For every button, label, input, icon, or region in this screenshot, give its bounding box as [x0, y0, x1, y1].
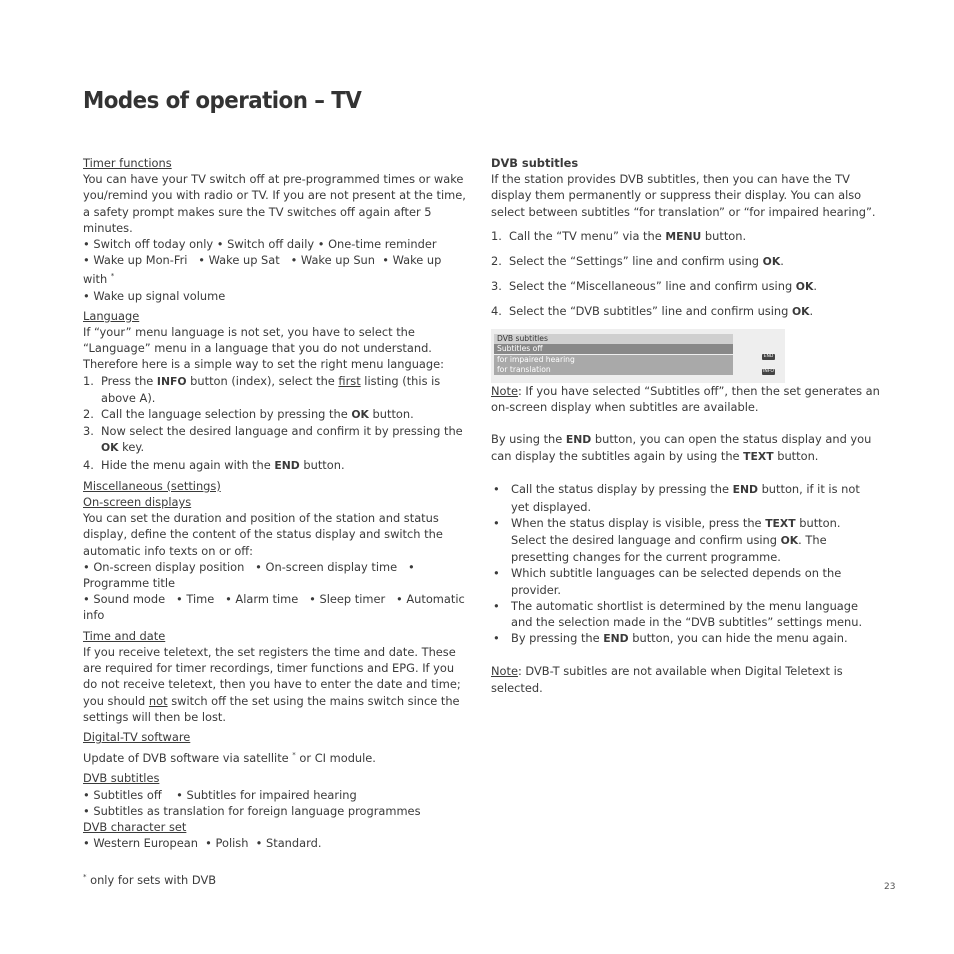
osd-heading: On-screen displays	[83, 495, 192, 510]
key-ok: OK	[795, 280, 814, 294]
osd-menu-header: DVB subtitles	[494, 334, 733, 344]
key-info: INFO	[156, 374, 187, 388]
page-title: Modes of operation – TV	[83, 88, 362, 114]
key-end: END	[732, 483, 758, 497]
key-end: END	[274, 458, 300, 472]
key-ok: OK	[762, 255, 781, 269]
list-item: 2. Select the “Settings” line and confirm using OK.	[491, 254, 784, 269]
dvb-subtitles-osd-menu	[491, 329, 785, 383]
list-item: 3. Select the “Miscellaneous” line and confirm using OK.	[491, 279, 817, 294]
footnote-mark: *	[292, 751, 296, 760]
osd-bullets-2: • Sound mode • Time • Alarm time • Sleep timer • Automatic info	[83, 592, 465, 623]
timer-text: You can have your TV switch off at pre-programmed times or wake you/remind you with radio or TV. If you are not present at the time, a safety prompt makes sure the TV switches off again after 5 minutes.	[83, 172, 466, 235]
right-column	[491, 155, 881, 696]
list-item: 4. Select the “DVB subtitles” line and confirm using OK.	[491, 304, 814, 319]
key-menu: MENU	[665, 229, 702, 243]
time-heading: Time and date	[83, 628, 166, 643]
timer-bullets-2: • Wake up Mon-Fri • Wake up Sat • Wake up Sun • Wake up with *	[83, 253, 442, 287]
digital-heading: Digital-TV software	[83, 729, 191, 744]
language-steps	[83, 373, 467, 474]
timer-bullets-3: • Wake up signal volume	[83, 288, 226, 303]
list-item: 3. Now select the desired language and confirm it by pressing the OK key.	[83, 424, 463, 455]
end-key-icon: END	[763, 353, 774, 359]
digital-text: Update of DVB software via satellite * or CI module.	[83, 751, 376, 766]
footnote: * only for sets with DVB	[83, 873, 217, 887]
list-item: • Which subtitle languages can be selected depends on the provider.	[493, 566, 842, 597]
osd-item-impaired-hearing[interactable]: for impaired hearing	[494, 355, 733, 365]
charset-heading: DVB character set	[83, 819, 187, 834]
key-text: TEXT	[765, 516, 796, 530]
page-number: 23	[884, 882, 896, 892]
list-item: 1. Call the “TV menu” via the MENU button.	[491, 228, 747, 243]
footnote-mark: *	[110, 272, 115, 281]
osd-text: You can set the duration and position of the station and status display, define the content of the status display and switch the automatic info texts on or off:	[83, 511, 443, 558]
language-heading: Language	[83, 308, 140, 323]
list-item: • By pressing the END button, you can hide the menu again.	[493, 631, 848, 646]
list-item: • When the status display is visible, press the TEXT button. Select the desired language and confirm using OK. The presetting changes for the current programme.	[493, 515, 841, 565]
list-item: 4. Hide the menu again with the END button.	[83, 457, 345, 472]
osd-bullets-1: • On-screen display position • On-screen display time • Programme title	[83, 559, 415, 591]
status-paragraph: By using the END button, you can open the status display and you can display the subtitles again by using the TEXT button.	[491, 432, 872, 464]
list-item: 2. Call the language selection by pressing the OK button.	[83, 407, 414, 422]
dvbsub-bullets-2: • Subtitles as translation for foreign language programmes	[83, 803, 421, 818]
footnote-mark: *	[83, 873, 87, 881]
key-text: TEXT	[743, 450, 774, 464]
dvb-intro: If the station provides DVB subtitles, then you can have the TV display them permanently or suppress their display. You can also select between subtitles “for translation” or “for impaired hearing”.	[491, 172, 876, 219]
dvb-bullets	[491, 481, 881, 647]
key-ok: OK	[780, 534, 799, 548]
time-text: If you receive teletext, the set registers the time and date. These are required for timer recordings, timer functions and EPG. If you do not receive teletext, then you have to enter the date and time; you should not switch off the set using the mains switch since the settings will then be lost.	[83, 644, 461, 724]
charset-bullets: • Western European • Polish • Standard.	[83, 836, 322, 851]
dvbsub-heading: DVB subtitles	[83, 771, 160, 786]
list-item: 1. Press the INFO button (index), select the first listing (this is above A).	[83, 373, 441, 405]
key-ok: OK	[101, 441, 119, 455]
misc-heading: Miscellaneous (settings)	[83, 478, 221, 493]
language-text: If “your” menu language is not set, you have to select the “Language” menu in a language that you do not understand. Therefore here is a simple way to set the right menu language:	[83, 325, 444, 372]
dvb-subtitles-heading: DVB subtitles	[491, 156, 579, 170]
info-key-icon: INFO	[763, 368, 774, 374]
left-column	[83, 155, 467, 851]
osd-item-translation[interactable]: for translation	[494, 365, 733, 375]
key-end: END	[565, 433, 592, 447]
osd-item-subtitles-off[interactable]: Subtitles off	[494, 344, 733, 354]
list-item: • The automatic shortlist is determined by the menu language and the selection made in the “DVB subtitles” settings menu.	[493, 598, 863, 630]
timer-heading: Timer functions	[83, 156, 172, 170]
key-end: END	[603, 632, 629, 646]
dvb-steps	[491, 228, 881, 321]
key-ok: OK	[351, 408, 369, 422]
list-item: • Call the status display by pressing the END button, if it is not yet displayed.	[493, 482, 860, 514]
note-2: Note: DVB-T subitles are not available when Digital Teletext is selected.	[491, 664, 843, 695]
timer-bullets-1: • Switch off today only • Switch off daily • One-time reminder	[83, 237, 437, 252]
note-1: Note: If you have selected “Subtitles off”, then the set generates an on-screen display when subtitles are available.	[491, 383, 880, 414]
key-ok: OK	[791, 305, 810, 319]
dvbsub-bullets-1: • Subtitles off • Subtitles for impaired hearing	[83, 787, 357, 802]
